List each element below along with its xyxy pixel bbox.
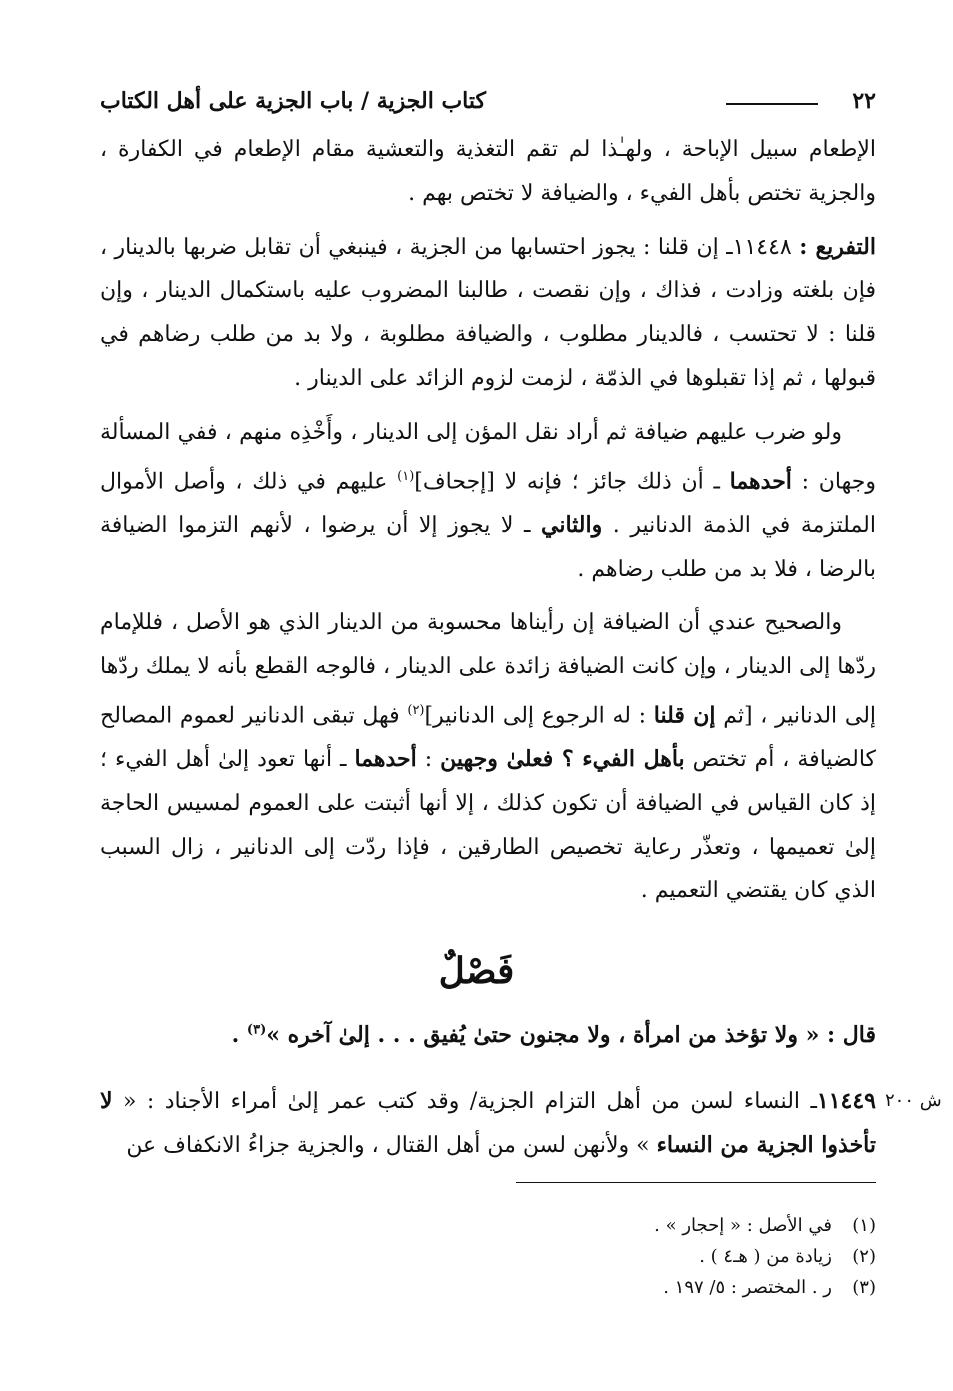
footnote-number: (٣): [852, 1277, 876, 1298]
bold-term: والثاني: [541, 511, 603, 538]
main-text: [100, 128, 876, 923]
quoted-text: [100, 1022, 876, 1048]
qala-text: قال : « ولا تؤخذ من امرأة ، ولا مجنون حتىٰ يُفيق . . . إلىٰ آخره »: [266, 1022, 876, 1048]
paragraph-correct-view: [100, 601, 876, 913]
text-run: .: [231, 1022, 247, 1048]
paragraph-two-views: [100, 411, 876, 592]
bold-term: أحدهما: [354, 746, 417, 773]
footnote: [300, 1241, 876, 1272]
section-ornament: فَصْلٌ: [438, 950, 515, 992]
text-run: عليهم في ذلك ، وأصل الأموال الملتزمة في الذمة الدنانير .: [100, 468, 876, 538]
page-number: ٢٢: [852, 88, 876, 114]
paragraph-intro: الإطعام سبيل الإباحة ، ولهـٰذا لم تقم التغذية والتعشية مقام الإطعام في الكفارة ، والجزية تختص بأهل الفيء ، والضيافة لا تختص بهم .: [100, 137, 876, 206]
header-rule: [726, 103, 818, 105]
paragraph-11448-text: ١١٤٤٨ـ إن قلنا : يجوز احتسابها من الجزية ، فينبغي أن تقابل ضربها بالدينار ، فإن بلغته وزادت ، فذاك ، وإن نقصت ، طالبنا المضروب عليه باستكمال الدينار ، وإن قلنا : لا تحتسب ، فالدينار مطلوب ، والضيافة مطلوبة ، ولا بد من طلب رضاهم في قبولها ، ثم إذا تقبلوها في الذمّة ، لزمت لزوم الزائد على الدينار .: [100, 234, 876, 391]
footnote-marker: (٣): [246, 1022, 267, 1038]
footnote-rule: [516, 1182, 876, 1183]
footnote-number: (١): [852, 1215, 876, 1236]
footnote-text: في الأصل : « إحجار » .: [654, 1215, 832, 1236]
footnote-text: ر . المختصر : ٥/ ١٩٧ .: [663, 1277, 832, 1298]
footnote-marker: (٢): [407, 702, 425, 718]
paragraph-11449: [100, 1080, 876, 1168]
footnote-marker: (١): [397, 468, 415, 484]
bold-term: بأهل الفيء ؟ فعلىٰ وجهين: [440, 746, 685, 773]
bold-quote: لا تأخذوا الجزية من النساء: [100, 1088, 876, 1158]
paragraph-number: ١١٤٤٩: [816, 1088, 876, 1114]
text-run: ـ النساء لسن من أهل التزام الجزية/ وقد كتب عمر إلىٰ أمراء الأجناد : «: [112, 1089, 817, 1114]
footnote: [300, 1210, 876, 1241]
text-run: فهل تبقى الدنانير لعموم المصالح كالضيافة ، أم تختص: [100, 703, 876, 773]
margin-reference: ش ٢٠٠: [885, 1090, 942, 1111]
footnote-text: زيادة من ( هـ٤ ) .: [699, 1246, 832, 1267]
text-run: : له الرجوع إلى الدنانير]: [424, 703, 654, 729]
text-run: ـ أنها تعود إلىٰ أهل الفيء ؛ إذ كان القياس في الضيافة أن تكون كذلك ، إلا أنها أثبتت على العموم لمسيس الحاجة إلىٰ تعميمها ، وتعذّر رعاية تخصيص الطارقين ، فإذا ردّت إلى الدنانير ، زال السبب الذي كان يقتضي التعميم .: [100, 747, 876, 904]
text-run: والصحيح عندي أن الضيافة إن رأيناها محسوبة من الدينار الذي هو الأصل ، فللإمام ردّها إلى الدينار ، وإن كانت الضيافة زائدة على الدينار ، فالوجه القطع بأنه لا يملك ردّها إلى الدنانير ، [ثم: [100, 610, 877, 729]
bold-term: إن قلنا: [653, 702, 716, 729]
header-title: كتاب الجزية / باب الجزية على أهل الكتاب: [100, 88, 486, 114]
text-run: :: [416, 747, 441, 773]
paragraph-11448: [100, 226, 876, 401]
running-header: [100, 88, 876, 118]
text-run: » ولأنهن لسن من أهل القتال ، والجزية جزاءُ الانكفاف عن: [126, 1132, 657, 1158]
bold-term: أحدهما: [729, 467, 792, 494]
text-run: ـ أن ذلك جائز ؛ فإنه لا [إجحاف]: [414, 468, 730, 494]
text-run: ولو ضرب عليهم ضيافة ثم أراد نقل المؤن إلى الدينار ، وأَخْذِه منهم ، ففي المسألة وجهان :: [100, 419, 876, 494]
tafri-heading: التفريع :: [799, 233, 876, 260]
footnote: [300, 1272, 876, 1303]
footnote-number: (٢): [852, 1246, 876, 1267]
text-run: ـ لا يجوز إلا أن يرضوا ، لأنهم التزموا الضيافة بالرضا ، فلا بد من طلب رضاهم .: [100, 512, 876, 582]
footnotes: [300, 1210, 876, 1303]
